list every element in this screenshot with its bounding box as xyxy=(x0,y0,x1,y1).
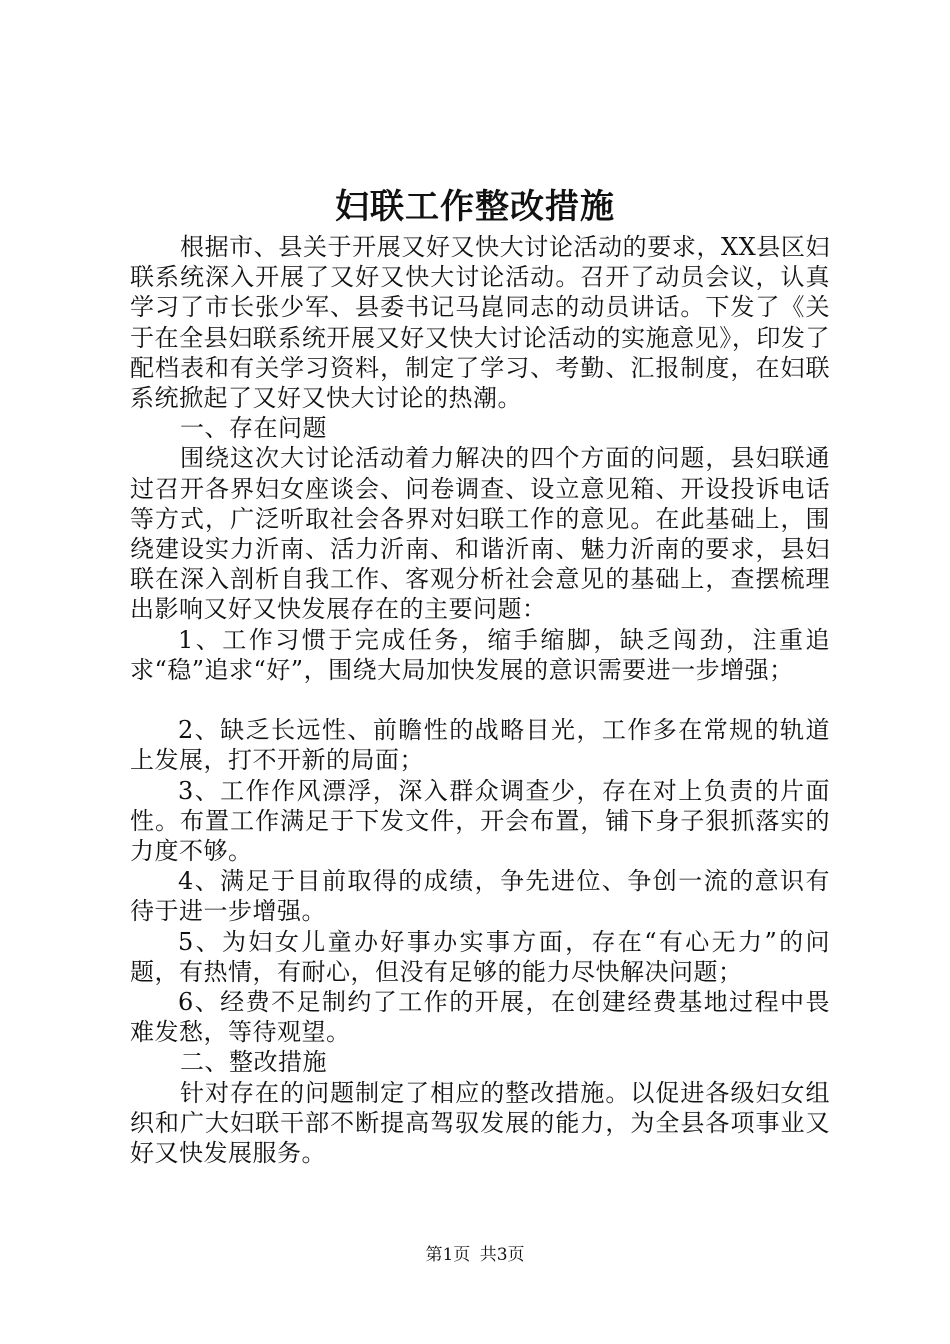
problem-item-2: 2、缺乏长远性、前瞻性的战略目光，工作多在常规的轨道上发展，打不开新的局面； xyxy=(130,716,830,775)
problem-item-4: 4、满足于目前取得的成绩，争先进位、争创一流的意识有待于进一步增强。 xyxy=(130,867,830,926)
section-heading-measures: 二、整改措施 xyxy=(180,1048,327,1077)
problem-item-3: 3、工作作风漂浮，深入群众调查少，存在对上负责的片面性。布置工作满足于下发文件，开会布置，铺下身子狠抓落实的力度不够。 xyxy=(130,776,830,866)
page-footer xyxy=(0,1243,950,1267)
measures-paragraph: 针对存在的问题制定了相应的整改措施。以促进各级妇女组织和广大妇联干部不断提高驾驭发展的能力，为全县各项事业又好又快发展服务。 xyxy=(130,1078,830,1168)
problem-item-1: 1、工作习惯于完成任务，缩手缩脚，缺乏闯劲，注重追求“稳”追求“好”，围绕大局加快发展的意识需要进一步增强； xyxy=(130,625,830,684)
page-total: 共3页 xyxy=(479,1245,525,1265)
blank-line xyxy=(130,685,830,715)
page-number: 第1页 xyxy=(425,1245,471,1265)
intro-paragraph: 根据市、县关于开展又好又快大讨论活动的要求，XX县区妇联系统深入开展了又好又快大讨论活动。召开了动员会议，认真学习了市长张少军、县委书记马崑同志的动员讲话。下发了《关于在全县妇联系统开展又好又快大讨论活动的实施意见》，印发了配档表和有关学习资料，制定了学习、考勤、汇报制度，在妇联系统掀起了又好又快大讨论的热潮。 xyxy=(130,233,830,413)
problem-item-5: 5、为妇女儿童办好事办实事方面，存在“有心无力”的问题，有热情，有耐心，但没有足够的能力尽快解决问题； xyxy=(130,927,830,986)
problem-item-6: 6、经费不足制约了工作的开展，在创建经费基地过程中畏难发愁，等待观望。 xyxy=(130,988,830,1047)
document-title: 妇联工作整改措施 xyxy=(335,187,615,227)
document-body xyxy=(130,232,830,1168)
problems-paragraph: 围绕这次大讨论活动着力解决的四个方面的问题，县妇联通过召开各界妇女座谈会、问卷调查、设立意见箱、开设投诉电话等方式，广泛听取社会各界对妇联工作的意见。在此基础上，围绕建设实力沂南、活力沂南、和谐沂南、魅力沂南的要求，县妇联在深入剖析自我工作、客观分析社会意见的基础上，查摆梳理出影响又好又快发展存在的主要问题： xyxy=(130,444,830,624)
section-heading-problems: 一、存在问题 xyxy=(180,414,327,443)
